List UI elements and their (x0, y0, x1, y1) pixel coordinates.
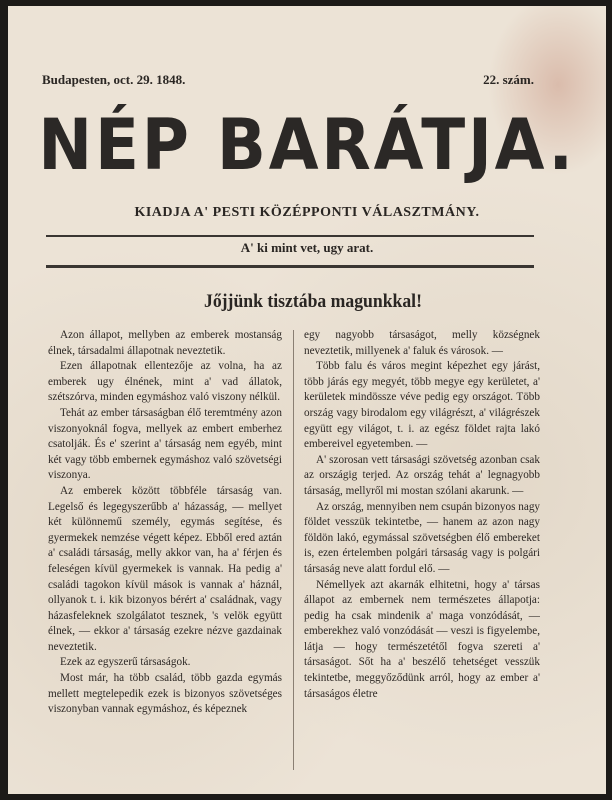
masthead-title: NÉP BARÁTJA. (38, 104, 576, 186)
paragraph: Némellyek azt akarnák elhitetni, hogy a' társas állapot az embernek nem természetes állapotja: pedig ha csak mindenik a' maga vonzódását, — emberekhez való vonzódását — veszi is figyelembe, látja — hogy természetétől fogva szereti a' társaságot. Sőt ha a' beszélő tehetséget vesszük tekintetbe, meggyőződünk arról, hogy az ember a' társaságos életre (304, 578, 540, 700)
paragraph: Ezek az egyszerű társaságok. (60, 656, 191, 669)
motto: A' ki mint vet, ugy arat. (240, 240, 374, 255)
paragraph: Azon állapot, mellyben az emberek mostanság élnek, társadalmi állapotnak neveztetik. (48, 329, 282, 357)
paragraph: Tehát az ember társaságban élő teremtmény azon viszonyoknál fogva, mellyek az embert emberhez csatolják. És e' szerint a' társaság nem egyéb, mint két vagy több embernek egymáshoz való szövetségi viszonya. (48, 406, 282, 482)
publisher-line: KIADJA A' PESTI KÖZÉPPONTI VÁLASZTMÁNY. (134, 205, 480, 220)
paragraph: Az emberek között többféle társaság van. Legelső és legegyszerűbb a' házasság, — mellyet két különnemű személy, egymás segítése, és gyermekek nemzése végett képez. Ebből ered aztán a' családi társaság, melly akkor van, ha a' férjen és feleségen kívül gyermekek is vannak. Ha pedig a' családi tagokon kívül mások is vannak a' háznál, ollyanok t. i. kik bizonyos bérért a' családnak, vagy házasfeleknek szolgálatot tesznek, 's velök együtt élnek, — ekkor a' társaság ezekre nézve gazdainak neveztetik. (48, 484, 282, 653)
paragraph: Ezen állapotnak ellentezője az volna, ha az emberek ugy élnének, mint a' vad állatok, szétszórva, minden egymáshoz való viszony nélkül. (48, 360, 282, 404)
newspaper-page (8, 6, 606, 794)
column-divider (293, 330, 294, 770)
article-column-right (304, 328, 540, 768)
article-headline: Jőjjünk tisztába magunkkal! (204, 291, 422, 312)
paragraph: Több falu és város megint képezhet egy járást, több járás egy megyét, több megye egy kerületet, a' kerületek mindössze véve pedig egy országot. Több ország vagy birodalom egy világrészt, a' világrészek együtt egy világot, t. i. az egész földet rajta lakó embereivel egyetemben. — (304, 360, 540, 451)
article-column-left (48, 328, 282, 768)
issue-number: 22. szám. (483, 72, 534, 87)
dateline: Budapesten, oct. 29. 1848. (42, 72, 186, 87)
paragraph: A' szorosan vett társasági szövetség azonban csak az országig terjed. Az ország tehát a' legnagyobb társaság, mellyről mi mostan szólani akarunk. — (304, 453, 540, 497)
masthead-rule-bottom (46, 265, 534, 268)
paragraph: Most már, ha több család, több gazda egymás mellett megtelepedik ezek is bizonyos szövetséges viszonyban vannak egymáshoz, és képeznek (48, 672, 282, 716)
paragraph-continuation: egy nagyobb társaságot, melly községnek neveztetik, millyenek a' faluk és városok. — (304, 329, 540, 357)
masthead-rule-top (46, 235, 534, 237)
paragraph: Az ország, mennyiben nem csupán bizonyos nagy földet vesszük tekintetbe, — hanem az azon nagy földön lakó, egymással szövetségben élő embereket is, ezen értelemben polgári társaság vagy is polgári társaság neve alatt fordul elő. — (304, 500, 540, 575)
